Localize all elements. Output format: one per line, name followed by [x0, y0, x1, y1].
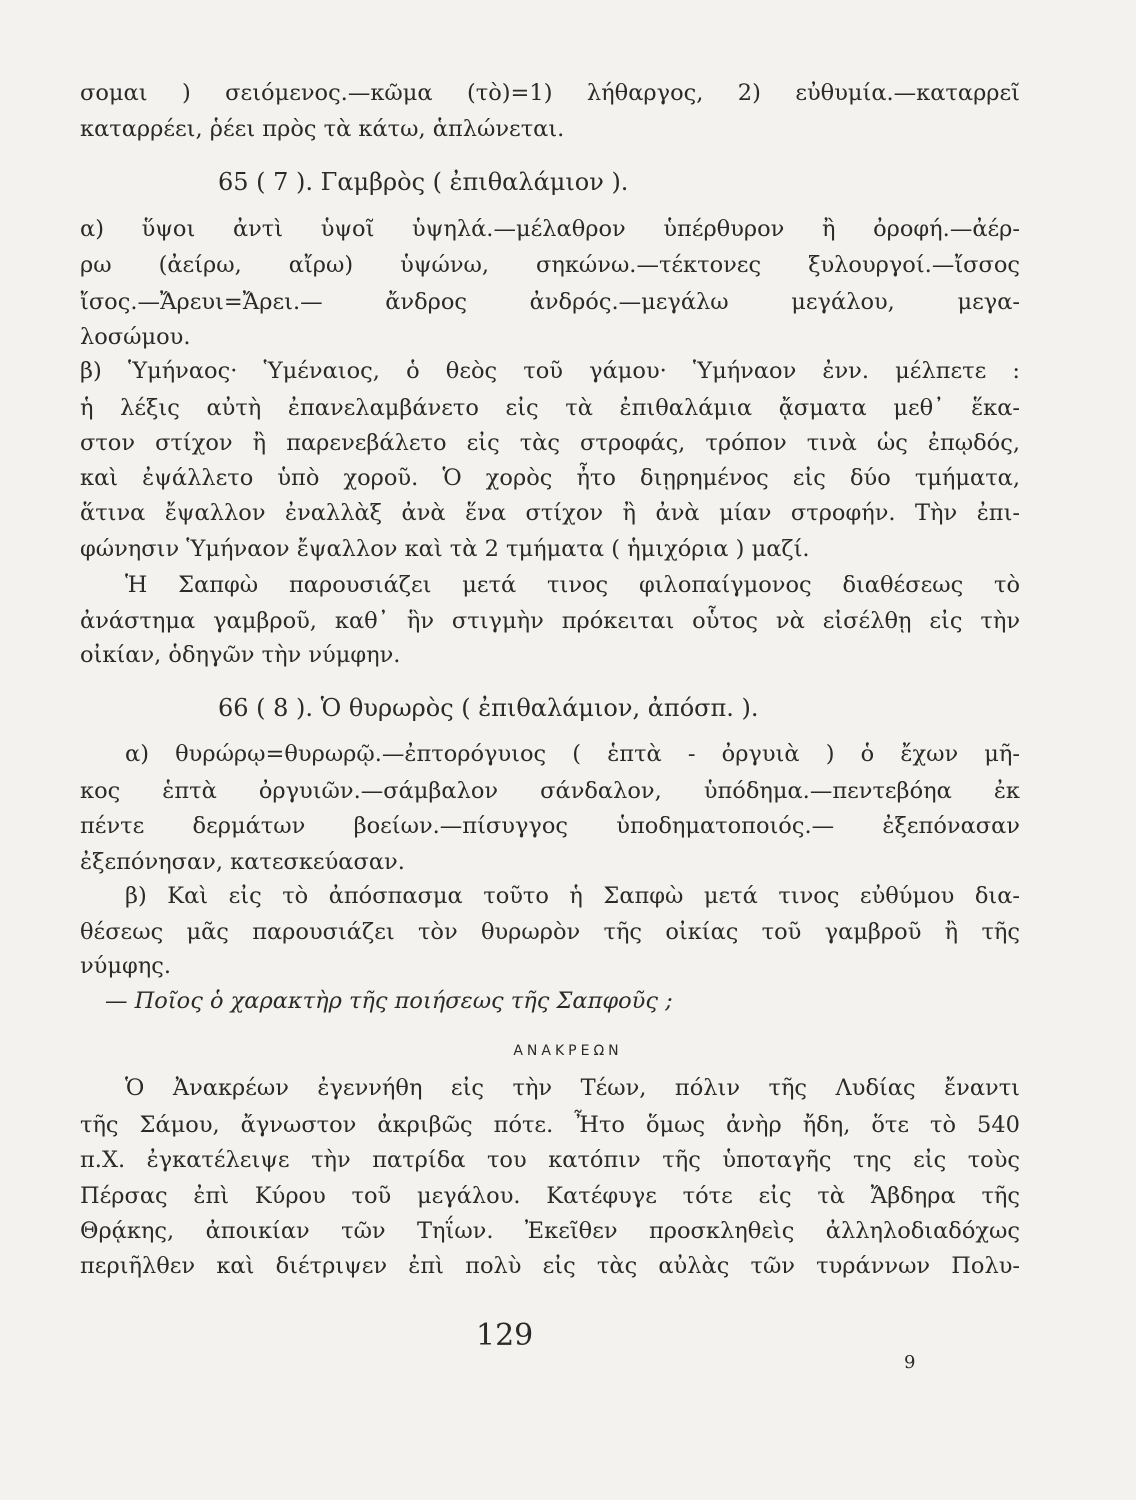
text-line: ἡ λέξις αὐτὴ ἐπανελαμβάνετο εἰς τὰ ἐπιθαλάμια ᾄσματα μεθ᾽ ἕκα-: [80, 395, 1020, 421]
section-heading-65: 65 ( 7 ). Γαμβρὸς ( ἐπιθαλάμιον ).: [218, 168, 629, 196]
text-line: πέντε δερμάτων βοείων.—πίσυγγος ὑποδηματοποιός.— ἐξεπόνασαν: [80, 813, 1020, 839]
text-line: α) θυρώρῳ=θυρωρῷ.—ἐπτορόγυιος ( ἑπτὰ - ὀργυιὰ ) ὁ ἔχων μῆ-: [125, 741, 1020, 767]
section-heading-66: 66 ( 8 ). Ὁ θυρωρὸς ( ἐπιθαλάμιον, ἀπόσπ. ).: [218, 694, 759, 722]
text-line: καταρρέει, ῥέει πρὸς τὰ κάτω, ἁπλώνεται.: [80, 116, 565, 142]
text-line: α) ὕψοι ἀντὶ ὑψοῖ ὑψηλά.—μέλαθρον ὑπέρθυρον ἢ ὀροφή.—ἀέρ-: [80, 216, 1020, 242]
text-line: ἀνάστημα γαμβροῦ, καθ᾽ ἣν στιγμὴν πρόκειται οὗτος νὰ εἰσέλθῃ εἰς τὴν: [80, 608, 1020, 634]
signature-mark: 9: [904, 1352, 916, 1373]
text-line: π.Χ. ἐγκατέλειψε τὴν πατρίδα του κατόπιν τῆς ὑποταγῆς της εἰς τοὺς: [80, 1147, 1020, 1173]
text-line: οἰκίαν, ὁδηγῶν τὴν νύμφην.: [80, 642, 401, 668]
text-line: νύμφης.: [80, 953, 171, 979]
text-line: Θρᾴκης, ἀποικίαν τῶν Τηΐων. Ἐκεῖθεν προσκληθεὶς ἀλληλοδιαδόχως: [80, 1218, 1020, 1244]
text-line: β) Ὑμήναος· Ὑμέναιος, ὁ θεὸς τοῦ γάμου· Ὑμήναον ἐνν. μέλπετε :: [80, 358, 1020, 384]
text-line: Ὁ Ἀνακρέων ἐγεννήθη εἰς τὴν Τέων, πόλιν τῆς Λυδίας ἔναντι: [125, 1075, 1020, 1101]
text-line: σομαι ) σειόμενος.—κῶμα (τὸ)=1) λήθαργος, 2) εὐθυμία.—καταρρεῖ: [80, 80, 1020, 106]
text-line: Πέρσας ἐπὶ Κύρου τοῦ μεγάλου. Κατέφυγε τότε εἰς τὰ Ἄβδηρα τῆς: [80, 1183, 1020, 1209]
text-line: φώνησιν Ὑμήναον ἔψαλλον καὶ τὰ 2 τμήματα ( ἡμιχόρια ) μαζί.: [80, 536, 810, 562]
text-line: θέσεως μᾶς παρουσιάζει τὸν θυρωρὸν τῆς οἰκίας τοῦ γαμβροῦ ἢ τῆς: [80, 919, 1020, 945]
text-line: λοσώμου.: [80, 324, 191, 350]
text-line: περιῆλθεν καὶ διέτριψεν ἐπὶ πολὺ εἰς τὰς αὐλὰς τῶν τυράννων Πολυ-: [80, 1253, 1020, 1279]
text-line: Ἡ Σαπφὼ παρουσιάζει μετά τινος φιλοπαίγμονος διαθέσεως τὸ: [125, 572, 1020, 598]
text-line: ἐξεπόνησαν, κατεσκεύασαν.: [80, 849, 405, 875]
text-line: καὶ ἐψάλλετο ὑπὸ χοροῦ. Ὁ χορὸς ἦτο διῃρημένος εἰς δύο τμήματα,: [80, 465, 1020, 491]
text-line: τῆς Σάμου, ἄγνωστον ἀκριβῶς πότε. Ἦτο ὅμως ἀνὴρ ἤδη, ὅτε τὸ 540: [80, 1112, 1020, 1138]
text-line: ρω (ἀείρω, αἴρω) ὑψώνω, σηκώνω.—τέκτονες ξυλουργοί.—ἴσσος: [80, 252, 1020, 278]
text-line: ἅτινα ἔψαλλον ἐναλλὰξ ἀνὰ ἕνα στίχον ἢ ἀνὰ μίαν στροφήν. Τὴν ἐπι-: [80, 500, 1020, 526]
question-line: — Ποῖος ὁ χαρακτὴρ τῆς ποιήσεως τῆς Σαπφοῦς ;: [105, 988, 673, 1014]
text-line: ἴσος.—Ἄρευι=Ἄρει.— ἄνδρος ἀνδρός.—μεγάλω μεγάλου, μεγα-: [80, 289, 1020, 315]
text-line: στον στίχον ἢ παρενεβάλετο εἰς τὰς στροφάς, τρόπον τινὰ ὡς ἐπῳδός,: [80, 430, 1020, 456]
author-heading: ΑΝΑΚΡΕΩΝ: [513, 1043, 623, 1059]
text-line: κος ἑπτὰ ὀργυιῶν.—σάμβαλον σάνδαλον, ὑπόδημα.—πεντεβόηα ἐκ: [80, 778, 1020, 804]
page-number: 129: [476, 1318, 534, 1353]
text-line: β) Καὶ εἰς τὸ ἀπόσπασμα τοῦτο ἡ Σαπφὼ μετά τινος εὐθύμου δια-: [125, 883, 1020, 909]
